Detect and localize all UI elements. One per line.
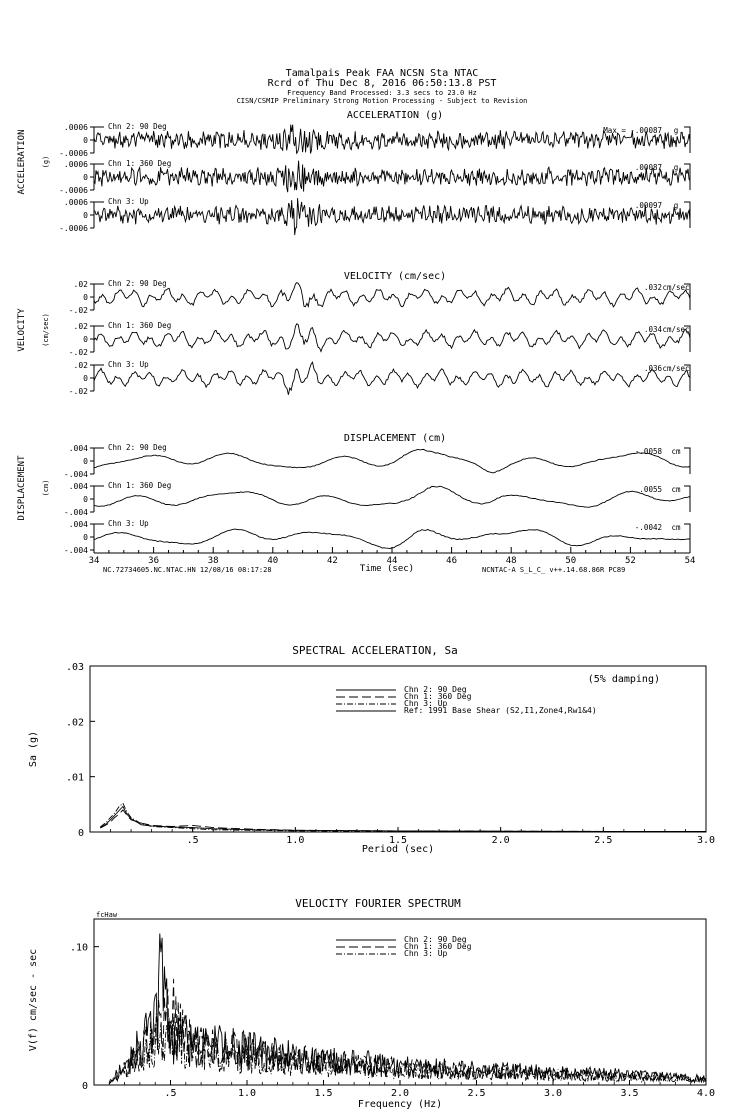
acceleration-title: ACCELERATION (g) xyxy=(346,110,444,121)
dis-ch1-left-bracket xyxy=(94,486,104,512)
time-axis-tick-label: 36 xyxy=(148,556,160,566)
sa-x-tick-label: 2.5 xyxy=(594,835,613,846)
sa-series-line xyxy=(100,807,706,832)
dis-ch0-name: Chn 2: 90 Deg xyxy=(108,443,167,452)
acc-ch1-peak-unit: g xyxy=(673,163,679,172)
vel-ch2-peak-unit: cm/sec xyxy=(662,364,690,373)
vel-ch1-tick-zero: 0 xyxy=(83,335,88,344)
acceleration-y-unit: (g) xyxy=(42,155,50,169)
sa-y-tick-label: .01 xyxy=(65,772,84,784)
fourier-corner-label: fcHaw xyxy=(96,911,118,919)
acc-ch1-tick-upper: .0006 xyxy=(63,160,88,169)
fourier-x-tick-label: 1.0 xyxy=(237,1088,257,1099)
fourier-x-axis-label: Frequency (Hz) xyxy=(357,1099,443,1110)
dis-ch1-tick-lower: -.004 xyxy=(63,508,88,517)
acceleration-panel-group xyxy=(59,122,690,235)
fourier-y-tick-label: .10 xyxy=(69,942,88,954)
sa-y-axis-label: Sa (g) xyxy=(28,730,39,768)
vel-ch0-tick-zero: 0 xyxy=(83,293,88,302)
dis-ch0-waveform xyxy=(94,449,690,473)
sa-chart-title: SPECTRAL ACCELERATION, Sa xyxy=(292,644,458,657)
fourier-x-tick-label: .5 xyxy=(164,1088,177,1099)
acc-ch2-peak-label: .00097 xyxy=(634,201,662,210)
vel-ch1-tick-lower: -.02 xyxy=(68,348,88,357)
sa-legend-label: Chn 2: 90 Deg xyxy=(404,685,467,694)
vel-ch2-tick-lower: -.02 xyxy=(68,387,88,396)
vel-ch1-waveform xyxy=(94,324,690,352)
time-axis-tick-label: 44 xyxy=(386,556,398,566)
sa-plot-frame xyxy=(90,666,706,832)
acc-ch2-waveform xyxy=(94,198,690,235)
sa-x-axis-label: Period (sec) xyxy=(361,844,435,855)
time-axis-tick-label: 48 xyxy=(505,556,517,566)
fourier-y-tick-label: 0 xyxy=(81,1081,88,1092)
velocity-y-unit: (cm/sec) xyxy=(42,313,50,347)
dis-ch2-tick-lower: -.004 xyxy=(63,546,88,555)
vel-ch0-tick-upper: .02 xyxy=(73,280,88,289)
acc-ch0-right-bracket xyxy=(684,127,690,153)
acc-ch0-tick-zero: 0 xyxy=(83,136,88,145)
dis-ch1-peak-unit: cm xyxy=(671,485,681,494)
dis-ch0-peak-unit: cm xyxy=(671,447,681,456)
displacement-y-label: DISPLACEMENT xyxy=(17,455,27,521)
acc-ch2-name: Chn 3: Up xyxy=(108,197,149,206)
acc-ch0-waveform xyxy=(94,125,690,154)
vel-ch0-peak-label: .032 xyxy=(643,283,662,292)
header-line-1: Tamalpais Peak FAA NCSN Sta NTAC xyxy=(285,68,479,79)
acc-ch0-name: Chn 2: 90 Deg xyxy=(108,122,167,131)
time-axis-tick-label: 54 xyxy=(684,556,696,566)
vel-ch1-name: Chn 1: 360 Deg xyxy=(108,321,172,330)
sa-x-tick-label: 1.5 xyxy=(388,835,408,846)
acc-ch1-peak-label: .00087 xyxy=(634,163,662,172)
acc-ch0-left-bracket xyxy=(94,127,104,153)
time-axis-tick-label: 52 xyxy=(624,556,636,566)
fourier-chart-title: VELOCITY FOURIER SPECTRUM xyxy=(295,897,461,910)
fourier-plot-frame xyxy=(94,919,706,1085)
displacement-panel-group xyxy=(64,443,690,555)
acc-ch0-peak-unit: g xyxy=(673,126,679,135)
fourier-legend-label: Chn 1: 360 Deg xyxy=(404,942,472,951)
sa-legend-label: Chn 1: 360 Deg xyxy=(404,692,472,701)
acc-ch0-tick-upper: .0006 xyxy=(63,123,88,132)
dis-ch1-waveform xyxy=(94,486,690,507)
vel-ch1-peak-label: .034 xyxy=(643,325,662,334)
dis-ch0-tick-lower: -.004 xyxy=(63,470,88,479)
dis-ch0-tick-upper: .004 xyxy=(68,444,88,453)
sa-legend-label: Ref: 1991 Base Shear (S2,I1,Zone4,Rw1&4) xyxy=(404,706,597,715)
dis-ch2-peak-label: -.0042 xyxy=(634,523,662,532)
fourier-x-tick-label: 1.5 xyxy=(314,1088,333,1099)
header-line-3: Frequency Band Processed: 3.3 secs to 23.0 Hz xyxy=(287,89,477,97)
fourier-legend-label: Chn 3: Up xyxy=(404,949,448,958)
time-axis-tick-label: 34 xyxy=(88,556,100,566)
fourier-plot-area xyxy=(70,934,715,1100)
dis-ch1-right-bracket xyxy=(684,486,690,512)
sa-x-tick-label: .5 xyxy=(186,835,199,846)
dis-ch2-right-bracket xyxy=(684,524,690,550)
dis-ch0-peak-label: -.0058 xyxy=(634,447,662,456)
vel-ch2-tick-zero: 0 xyxy=(83,374,88,383)
vel-ch1-peak-unit: cm/sec xyxy=(662,325,690,334)
fourier-x-tick-label: 2.5 xyxy=(467,1088,486,1099)
vel-ch0-left-bracket xyxy=(94,284,104,310)
sa-damping-note: (5% damping) xyxy=(587,674,660,685)
acc-ch2-tick-lower: -.0006 xyxy=(59,224,88,233)
dis-ch1-peak-label: .0055 xyxy=(639,485,662,494)
dis-ch2-tick-upper: .004 xyxy=(68,520,88,529)
dis-ch0-left-bracket xyxy=(94,448,104,474)
vel-ch0-peak-unit: cm/sec xyxy=(662,283,690,292)
fourier-y-axis-label: V(f) cm/sec - sec xyxy=(28,948,39,1052)
header-line-4: CISN/CSMIP Preliminary Strong Motion Processing - Subject to Revision xyxy=(236,97,528,105)
acceleration-y-label: ACCELERATION xyxy=(17,129,27,195)
fourier-x-tick-label: 3.0 xyxy=(543,1088,563,1099)
displacement-title: DISPLACEMENT (cm) xyxy=(343,433,447,444)
fourier-x-tick-label: 4.0 xyxy=(696,1088,716,1099)
time-axis-tick-label: 38 xyxy=(207,556,219,566)
time-axis-tick-label: 42 xyxy=(326,556,338,566)
footer-right-text: NCNTAC-A S_L_C_ v++.14.68.86R PC89 xyxy=(482,566,626,574)
sa-x-tick-label: 1.0 xyxy=(286,835,305,846)
vel-ch0-tick-lower: -.02 xyxy=(68,306,88,315)
acc-ch1-name: Chn 1: 360 Deg xyxy=(108,159,172,168)
sa-plot-area xyxy=(66,662,715,846)
sa-y-tick-label: 0 xyxy=(77,828,84,839)
dis-ch2-peak-unit: cm xyxy=(671,523,681,532)
fourier-legend-label: Chn 2: 90 Deg xyxy=(404,935,467,944)
dis-ch2-waveform xyxy=(94,529,690,549)
dis-ch1-tick-zero: 0 xyxy=(83,495,88,504)
dis-ch2-name: Chn 3: Up xyxy=(108,519,149,528)
sa-y-tick-label: .02 xyxy=(65,717,84,729)
time-axis-tick-label: 40 xyxy=(267,556,279,566)
dis-ch2-tick-zero: 0 xyxy=(83,533,88,542)
time-axis-tick-label: 50 xyxy=(565,556,577,566)
fourier-x-tick-label: 2.0 xyxy=(390,1088,410,1099)
acc-ch0-tick-lower: -.0006 xyxy=(59,149,88,158)
acc-ch2-tick-upper: .0006 xyxy=(63,198,88,207)
footer-left-text: NC.72734605.NC.NTAC.HN 12/08/16 08:17:28 xyxy=(103,566,272,574)
velocity-y-label: VELOCITY xyxy=(17,308,27,352)
dis-ch1-tick-upper: .004 xyxy=(68,482,88,491)
sa-legend-label: Chn 3: Up xyxy=(404,699,448,708)
vel-ch2-name: Chn 3: Up xyxy=(108,360,149,369)
acc-ch1-tick-zero: 0 xyxy=(83,173,88,182)
vel-ch2-waveform xyxy=(94,362,690,395)
velocity-title: VELOCITY (cm/sec) xyxy=(343,271,447,282)
dis-ch1-name: Chn 1: 360 Deg xyxy=(108,481,172,490)
dis-ch2-left-bracket xyxy=(94,524,104,550)
sa-x-tick-label: 3.0 xyxy=(696,835,716,846)
vel-ch2-peak-label: .036 xyxy=(643,364,662,373)
acc-ch2-tick-zero: 0 xyxy=(83,211,88,220)
vel-ch2-tick-upper: .02 xyxy=(73,361,88,370)
time-axis-label: Time (sec) xyxy=(359,564,415,574)
acc-ch2-peak-unit: g xyxy=(673,201,679,210)
displacement-y-unit: (cm) xyxy=(42,479,50,497)
sa-x-tick-label: 2.0 xyxy=(491,835,510,846)
time-axis-tick-label: 46 xyxy=(446,556,458,566)
vel-ch0-name: Chn 2: 90 Deg xyxy=(108,279,167,288)
dis-ch0-tick-zero: 0 xyxy=(83,457,88,466)
dis-ch0-right-bracket xyxy=(684,448,690,474)
vel-ch0-waveform xyxy=(94,283,690,307)
header-line-2: Rcrd of Thu Dec 8, 2016 06:50:13.8 PST xyxy=(267,78,497,89)
acc-ch0-peak-label: Max = -.00087 xyxy=(603,126,662,135)
velocity-panel-group xyxy=(69,279,690,396)
acc-ch1-tick-lower: -.0006 xyxy=(59,186,88,195)
sa-y-tick-label: .03 xyxy=(65,662,84,673)
vel-ch1-tick-upper: .02 xyxy=(73,322,88,331)
fourier-x-tick-label: 3.5 xyxy=(620,1088,639,1099)
acc-ch1-waveform xyxy=(94,161,690,193)
